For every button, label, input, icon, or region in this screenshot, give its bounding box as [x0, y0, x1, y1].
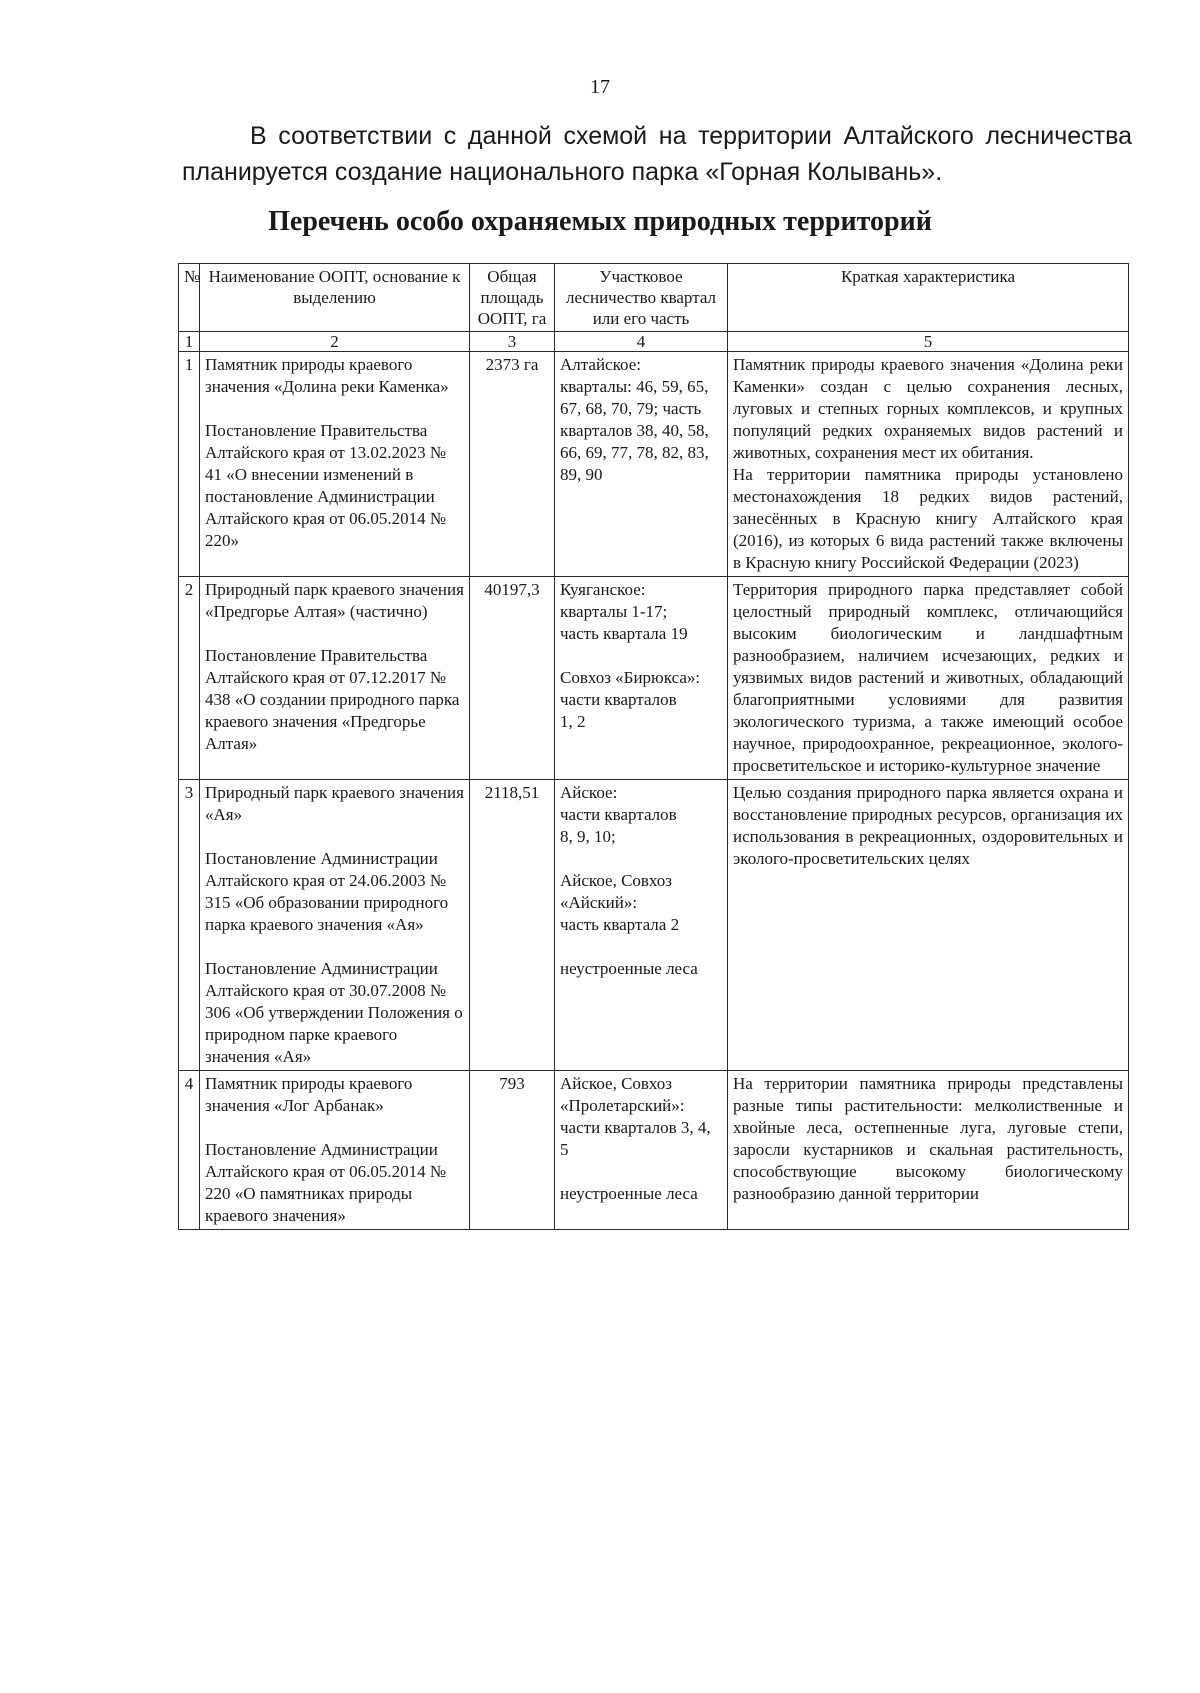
- forestry-cell: [555, 780, 728, 1071]
- oopt-name: Природный парк краевого значения «Предгорье Алтая» (частично): [205, 580, 464, 621]
- oopt-name: Природный парк краевого значения «Ая»: [205, 783, 464, 824]
- forestry-text: Айское, Совхоз «Айский»: часть квартала 2: [560, 871, 680, 934]
- header-forestry: Участковое лесничество квартал или его часть: [555, 264, 728, 332]
- oopt-basis: Постановление Правительства Алтайского края от 13.02.2023 № 41 «О внесении изменений в постановление Администрации Алтайского края от 06.05.2014 № 220»: [205, 421, 447, 550]
- column-number-row: [179, 332, 1129, 352]
- forestry-text: неустроенные леса: [560, 1184, 698, 1203]
- oopt-description: Территория природного парка представляет собой целостный природный комплекс, отличающийся высоким биологическим и ландшафтным разнообразием, наличием исчезающих, редких и уязвимых видов растений и животных, обладающий благоприятными условиями для развития экологического туризма, а также имеющий особое научное, природоохранное, рекреационное, эколого-просветительское и историко-культурное значение: [728, 577, 1129, 780]
- column-number: 1: [179, 332, 200, 352]
- forestry-text: Алтайское: кварталы: 46, 59, 65, 67, 68, 70, 79; часть кварталов 38, 40, 58, 66, 69, 77, 78, 82, 83, 89, 90: [560, 355, 709, 484]
- forestry-cell: [555, 577, 728, 780]
- header-name: Наименование ООПТ, основание к выделению: [200, 264, 470, 332]
- intro-paragraph: В соответствии с данной схемой на территории Алтайского лесничества планируется создание национального парка «Горная Колывань».: [182, 122, 1132, 186]
- table-row: [179, 577, 1129, 780]
- oopt-description: Целью создания природного парка является охрана и восстановление природных ресурсов, организация их использования в рекреационных, оздоровительных и эколого-просветительских целях: [728, 780, 1129, 1071]
- forestry-cell: [555, 352, 728, 577]
- forestry-text: неустроенные леса: [560, 959, 698, 978]
- oopt-description: На территории памятника природы представлены разные типы растительности: мелколиственные и хвойные леса, остепненные луга, луговые степи, заросли кустарников и скальная растительность, способствующие высокому биологическому разнообразию данной территории: [728, 1071, 1129, 1230]
- oopt-basis: Постановление Администрации Алтайского края от 06.05.2014 № 220 «О памятниках природы краевого значения»: [205, 1140, 447, 1225]
- page-number: 17: [590, 76, 610, 98]
- row-number: 4: [179, 1071, 200, 1230]
- oopt-name: Памятник природы краевого значения «Долина реки Каменка»: [205, 355, 449, 396]
- row-number: 3: [179, 780, 200, 1071]
- table-row: [179, 352, 1129, 577]
- forestry-cell: [555, 1071, 728, 1230]
- forestry-text: Совхоз «Бирюкса»: части кварталов 1, 2: [560, 668, 701, 731]
- column-number: 5: [728, 332, 1129, 352]
- oopt-area: 793: [470, 1071, 555, 1230]
- oopt-area: 2373 га: [470, 352, 555, 577]
- column-number: 4: [555, 332, 728, 352]
- table-row: [179, 1071, 1129, 1230]
- column-number: 3: [470, 332, 555, 352]
- oopt-table: [178, 263, 1129, 1230]
- header-no: №: [179, 264, 200, 332]
- header-description: Краткая характеристика: [728, 264, 1129, 332]
- row-number: 1: [179, 352, 200, 577]
- oopt-name-cell: [200, 1071, 470, 1230]
- header-area: Общая площадь ООПТ, га: [470, 264, 555, 332]
- forestry-text: Куяганское: кварталы 1-17; часть квартала 19: [560, 580, 688, 643]
- oopt-name-cell: [200, 780, 470, 1071]
- oopt-basis: Постановление Администрации Алтайского края от 30.07.2008 № 306 «Об утверждении Положения о природном парке краевого значения «Ая»: [205, 959, 463, 1066]
- oopt-basis: Постановление Правительства Алтайского края от 07.12.2017 № 438 «О создании природного парка краевого значения «Предгорье Алтая»: [205, 646, 460, 753]
- oopt-basis: Постановление Администрации Алтайского края от 24.06.2003 № 315 «Об образовании природного парка краевого значения «Ая»: [205, 849, 449, 934]
- oopt-area: 2118,51: [470, 780, 555, 1071]
- oopt-description: Памятник природы краевого значения «Долина реки Каменки» создан с целью сохранения лесных, луговых и степных горных комплексов, и крупных популяций редких охраняемых видов растений и животных, сохранения мест их обитания. На территории памятника природы установлено местонахождения 18 редких видов растений, занесённых в Красную книгу Алтайского края (2016), из которых 6 вида растений также включены в Красную книгу Российской Федерации (2023): [728, 352, 1129, 577]
- table-header-row: [179, 264, 1129, 332]
- oopt-name-cell: [200, 577, 470, 780]
- oopt-name-cell: [200, 352, 470, 577]
- forestry-text: Айское, Совхоз «Пролетарский»: части кварталов 3, 4, 5: [560, 1074, 711, 1159]
- table-row: [179, 780, 1129, 1071]
- oopt-area: 40197,3: [470, 577, 555, 780]
- oopt-name: Памятник природы краевого значения «Лог Арбанак»: [205, 1074, 413, 1115]
- list-title: Перечень особо охраняемых природных территорий: [268, 206, 932, 237]
- column-number: 2: [200, 332, 470, 352]
- forestry-text: Айское: части кварталов 8, 9, 10;: [560, 783, 677, 846]
- row-number: 2: [179, 577, 200, 780]
